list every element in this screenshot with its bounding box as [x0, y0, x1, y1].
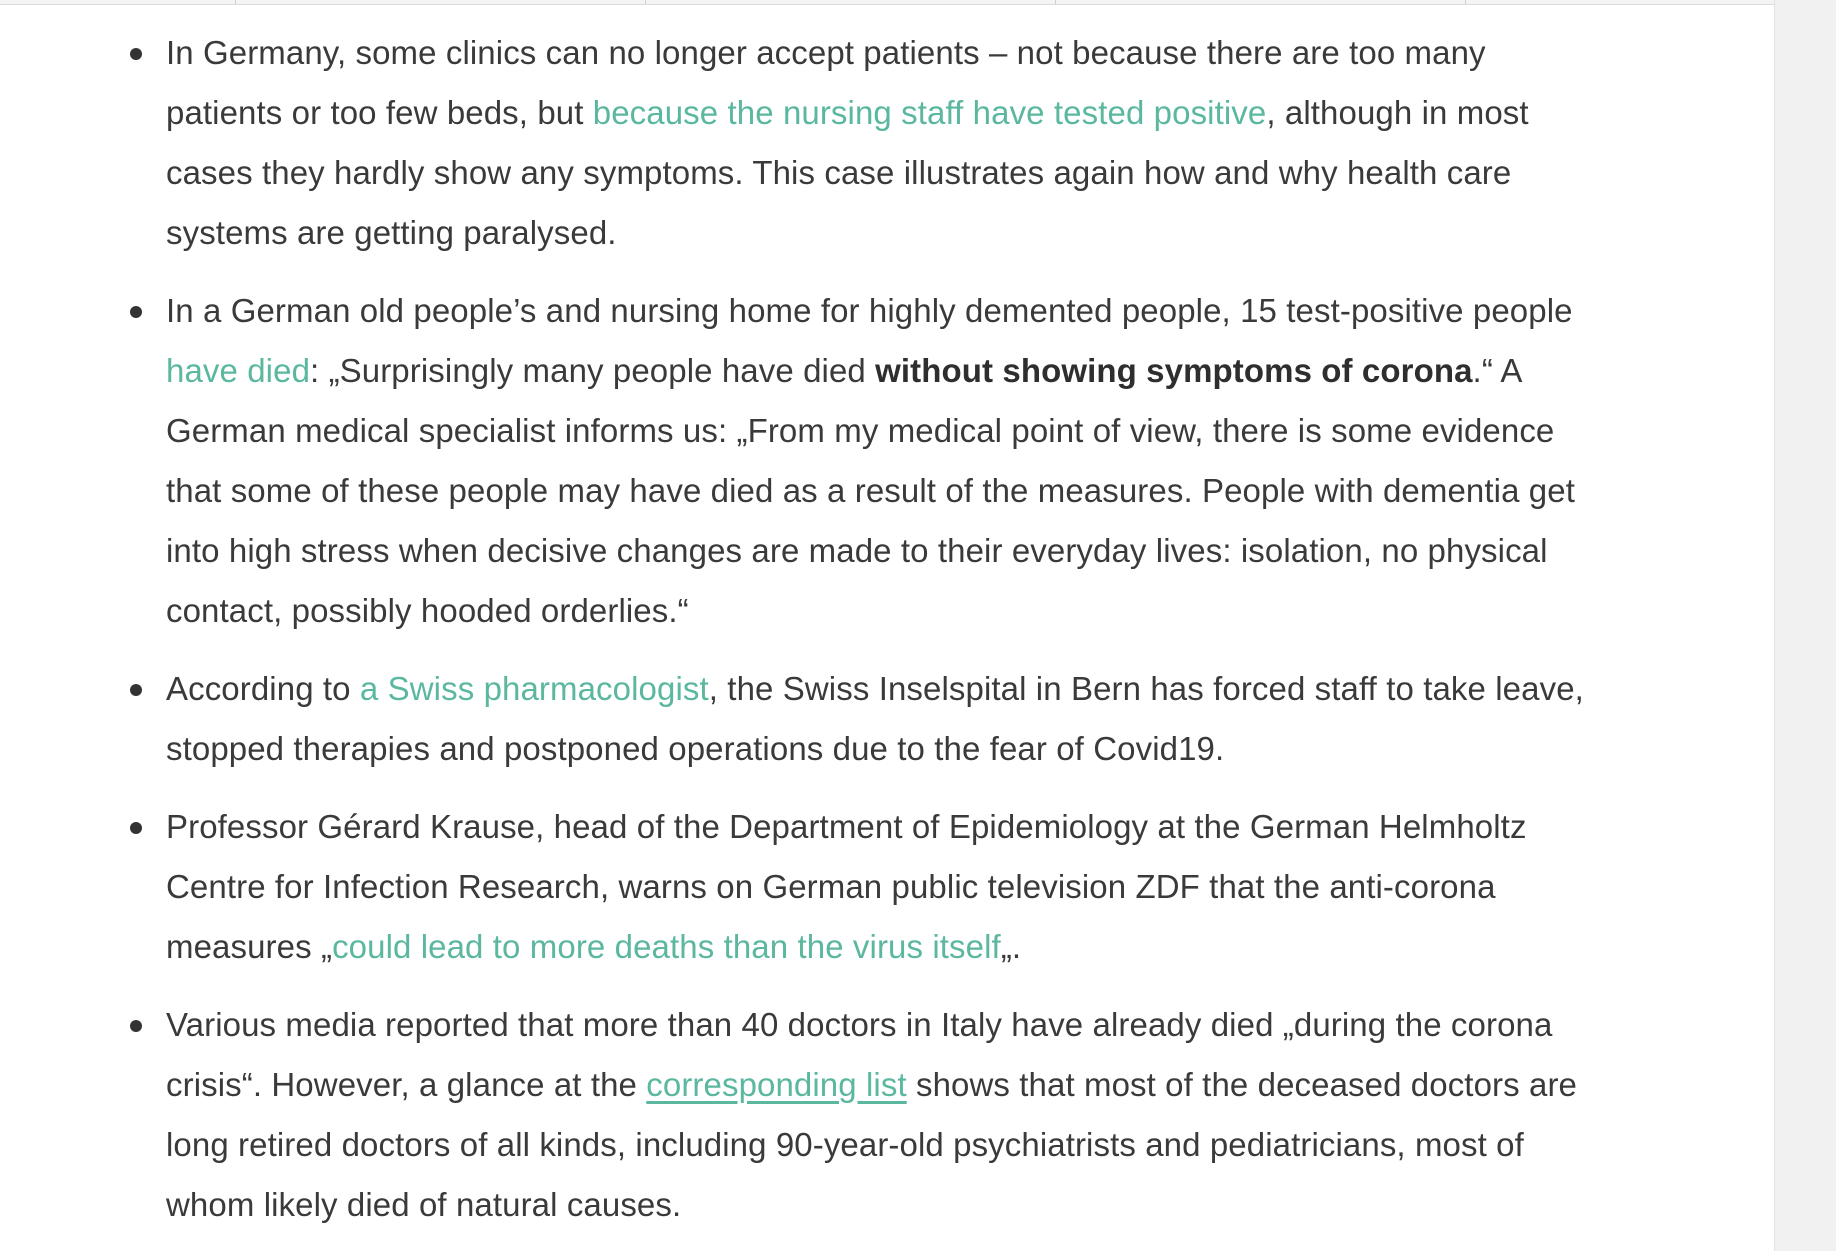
top-edge-divider — [645, 0, 646, 4]
list-item — [120, 281, 1600, 641]
list-item-text: In Germany, some clinics can no longer accept patients – not because there are too many patients or too few beds, but — [166, 34, 1486, 131]
list-item-text: „. — [1000, 928, 1022, 965]
link-more-deaths-than-virus[interactable]: could lead to more deaths than the virus itself — [332, 928, 1001, 965]
bullet-icon — [130, 1020, 142, 1032]
list-item — [120, 659, 1600, 779]
link-have-died[interactable]: have died — [166, 352, 311, 389]
bullet-icon — [130, 48, 142, 60]
top-edge — [0, 0, 1775, 5]
top-edge-divider — [235, 0, 236, 4]
bullet-icon — [130, 684, 142, 696]
list-item-text: In a German old people’s and nursing home for highly demented people, 15 test-positive people — [166, 292, 1573, 329]
bold-emphasis: without showing symptoms of corona — [875, 352, 1473, 389]
list-item-text: Professor Gérard Krause, head of the Department of Epidemiology at the German Helmholtz Centre for Infection Research, warns on German public television ZDF that the anti-corona measures „ — [166, 808, 1527, 965]
list-item — [120, 995, 1600, 1235]
top-edge-divider — [1055, 0, 1056, 4]
link-nursing-staff-positive[interactable]: because the nursing staff have tested positive — [592, 94, 1267, 131]
list-item — [120, 797, 1600, 977]
list-item-text: Various media reported that more than 40 doctors in Italy have already died „during the corona crisis“. However, a glance at the — [166, 1006, 1553, 1103]
list-item-text: shows that most of the deceased doctors are long retired doctors of all kinds, including 90-year-old psychiatrists and pediatricians, most of whom likely died of natural causes. — [166, 1066, 1577, 1223]
list-item-text: , the Swiss Inselspital in Bern has forced staff to take leave, stopped therapies and postponed operations due to the fear of Covid19. — [166, 670, 1584, 767]
article-content — [120, 23, 1600, 1251]
list-item-text: , although in most cases they hardly show any symptoms. This case illustrates again how and why health care systems are getting paralysed. — [166, 94, 1529, 251]
list-item-text: .“ A German medical specialist informs us: „From my medical point of view, there is some evidence that some of these people may have died as a result of the measures. People with dementia get into high stress when decisive changes are made to their everyday lives: isolation, no physical contact, possibly hooded orderlies.“ — [166, 352, 1575, 629]
top-edge-divider — [1465, 0, 1466, 4]
bullet-list — [120, 23, 1600, 1235]
list-item-text: According to — [166, 670, 360, 707]
bullet-icon — [130, 822, 142, 834]
link-corresponding-list[interactable]: corresponding list — [646, 1066, 907, 1103]
list-item-text: : „Surprisingly many people have died — [310, 352, 876, 389]
list-item — [120, 23, 1600, 263]
link-swiss-pharmacologist[interactable]: a Swiss pharmacologist — [359, 670, 709, 707]
bullet-icon — [130, 306, 142, 318]
scrollbar-track[interactable] — [1774, 0, 1836, 1251]
